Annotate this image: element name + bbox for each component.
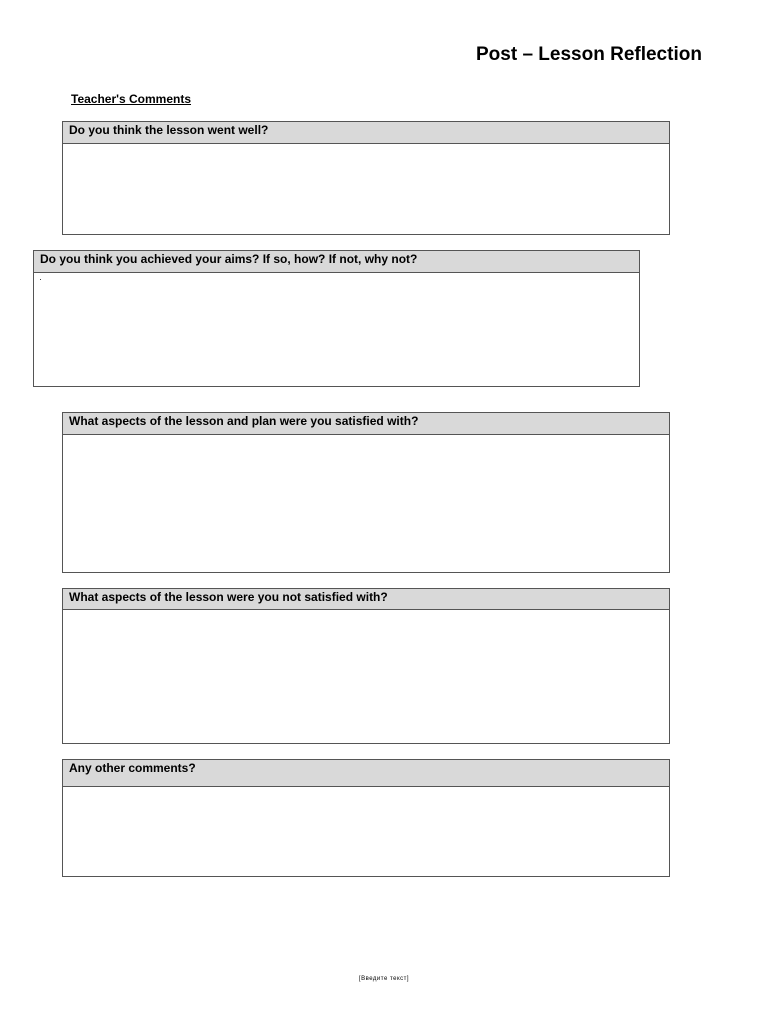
- question-label: Any other comments?: [63, 760, 669, 787]
- question-box-lesson-went-well: [62, 121, 670, 235]
- question-box-other-comments: [62, 759, 670, 877]
- question-label: Do you think the lesson went well?: [63, 122, 669, 144]
- answer-area[interactable]: [63, 435, 669, 572]
- question-label: Do you think you achieved your aims? If so, how? If not, why not?: [34, 251, 639, 273]
- question-label: What aspects of the lesson and plan were you satisfied with?: [63, 413, 669, 435]
- answer-area[interactable]: [63, 610, 669, 743]
- question-box-achieved-aims: [33, 250, 640, 387]
- text-cursor-mark: [40, 279, 41, 280]
- section-heading-teachers-comments: Teacher's Comments: [71, 92, 192, 106]
- question-box-satisfied-aspects: [62, 412, 670, 573]
- question-box-not-satisfied-aspects: [62, 588, 670, 744]
- answer-area[interactable]: [63, 144, 669, 234]
- footer-placeholder[interactable]: [Введите текст]: [358, 976, 410, 982]
- answer-area[interactable]: [63, 787, 669, 876]
- question-label: What aspects of the lesson were you not satisfied with?: [63, 589, 669, 610]
- page-title: Post – Lesson Reflection: [476, 44, 702, 65]
- answer-area[interactable]: [34, 273, 639, 386]
